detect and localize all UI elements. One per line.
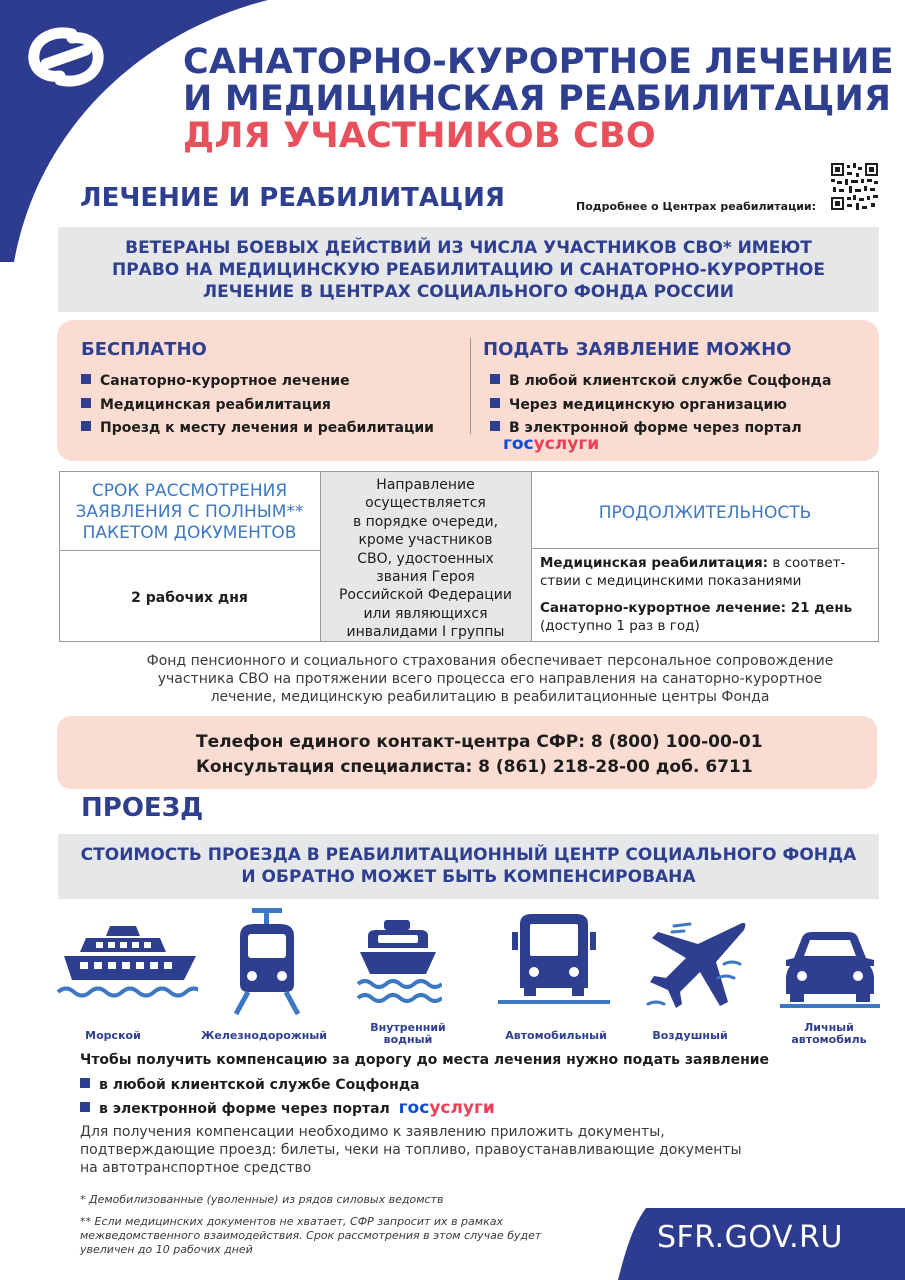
list-item: В любой клиентской службе Соцфонда [490,370,831,394]
gosuslugi-logo[interactable]: госуслуги [503,434,600,454]
list-item: В электронной форме через портал [490,417,831,441]
qr-caption: Подробнее о Центрах реабилитации: [576,200,817,213]
bullet-icon [490,374,500,384]
transport-label-sea: Морской [85,1029,141,1042]
term-value: 2 рабочих дня [131,590,248,606]
travel-banner: СТОИМОСТЬ ПРОЕЗДА В РЕАБИЛИТАЦИОННЫЙ ЦЕНТР СОЦИАЛЬНОГО ФОНДА И ОБРАТНО МОЖЕТ БЫТЬ КОМПЕНСИРОВАНА [58,834,879,899]
list-item: Медицинская реабилитация [81,394,434,418]
compensation-intro: Чтобы получить компенсацию за дорогу до места лечения нужно подать заявление [80,1052,770,1068]
list-item: в электронной форме через портал госуслуги [80,1097,495,1121]
title-line-2: И МЕДИЦИНСКАЯ РЕАБИЛИТАЦИЯ [183,79,892,119]
bullet-icon [81,398,91,408]
page-title [183,44,894,155]
duration-details: Медицинская реабилитация: в соответ- ствии с медицинскими показаниями Санаторно-курортное лечение: 21 день (доступно 1 раз в год) [540,555,853,634]
list-item: Санаторно-курортное лечение [81,370,434,394]
train-icon [230,906,304,1016]
banner-line-1: ВЕТЕРАНЫ БОЕВЫХ ДЕЙСТВИЙ ИЗ ЧИСЛА УЧАСТНИКОВ СВО* ИМЕЮТ [125,238,812,258]
bullet-icon [81,421,91,431]
footnote-1: * Демобилизованные (уволенные) из рядов силовых ведомств [80,1193,444,1206]
transport-label-car: Личный автомобиль [791,1021,867,1046]
free-heading: БЕСПЛАТНО [81,339,207,360]
contacts [196,730,763,780]
banner-line-2: ПРАВО НА МЕДИЦИНСКУЮ РЕАБИЛИТАЦИЮ И САНАТОРНО-КУРОРТНОЕ [111,260,825,280]
free-list [81,370,434,441]
veterans-banner [58,227,879,312]
apply-heading: ПОДАТЬ ЗАЯВЛЕНИЕ МОЖНО [483,339,792,360]
section-heading-travel: ПРОЕЗД [81,793,204,823]
car-icon [780,928,880,1008]
bus-icon [498,910,610,1006]
list-item: Проезд к месту лечения и реабилитации [81,417,434,441]
transport-label-air: Воздушный [652,1029,728,1042]
transport-label-river: Внутренний водный [370,1021,446,1046]
phone-line[interactable]: Телефон единого контакт-центра СФР: 8 (800) 100-00-01 [196,732,763,752]
river-boat-icon [354,918,442,1008]
qr-code-icon[interactable] [831,163,878,210]
bullet-icon [490,398,500,408]
duration-header: ПРОДОЛЖИТЕЛЬНОСТЬ [598,503,812,523]
support-text: Фонд пенсионного и социального страхования обеспечивает персональное сопровождение участника СВО на протяжении всего процесса его направления на санаторно-курортное лечение, медицинскую реабилитацию в реабилитационные центры Фонда [146,653,834,705]
site-link[interactable]: SFR.GOV.RU [657,1220,843,1255]
list-item: в любой клиентской службе Соцфонда [80,1074,495,1097]
section-heading-treatment: ЛЕЧЕНИЕ И РЕАБИЛИТАЦИЯ [80,183,505,213]
queue-note: Направление осуществляется в порядке очереди, кроме участников СВО, удостоенных звания Героя Российской Федерации или являющихся инвалидами I группы [338,477,513,641]
info-table [59,471,879,642]
bullet-icon [80,1102,90,1112]
footnote-2: ** Если медицинских документов не хватает, СФР запросит их в рамках межведомственного взаимодействия. Срок рассмотрения в этом случае будет увеличен до 10 рабочих дней [80,1215,542,1256]
transport-label-auto: Автомобильный [505,1029,607,1042]
banner-line-3: ЛЕЧЕНИЕ В ЦЕНТРАХ СОЦИАЛЬНОГО ФОНДА РОССИИ [203,282,734,302]
bullet-icon [490,421,500,431]
bullet-icon [80,1078,90,1088]
title-line-3: ДЛЯ УЧАСТНИКОВ СВО [183,116,656,156]
bullet-icon [81,374,91,384]
sfr-logo-icon [24,24,108,90]
airplane-icon [644,916,754,1012]
gosuslugi-logo[interactable]: госуслуги [398,1098,495,1118]
benefits-divider [470,338,471,434]
term-header: СРОК РАССМОТРЕНИЯ ЗАЯВЛЕНИЯ С ПОЛНЫМ** ПАКЕТОМ ДОКУМЕНТОВ [75,481,304,543]
apply-list [490,370,831,441]
compensation-list [80,1074,495,1121]
title-line-1: САНАТОРНО-КУРОРТНОЕ ЛЕЧЕНИЕ [183,42,894,82]
compensation-docs: Для получения компенсации необходимо к заявлению приложить документы, подтверждающие проезд: билеты, чеки на топливо, правоустанавливающие документы на автотранспортное средство [80,1124,742,1176]
ship-icon [56,922,198,1004]
consult-line[interactable]: Консультация специалиста: 8 (861) 218-28-00 доб. 6711 [196,757,753,777]
transport-label-rail: Железнодорожный [200,1029,328,1042]
list-item: Через медицинскую организацию [490,394,831,418]
